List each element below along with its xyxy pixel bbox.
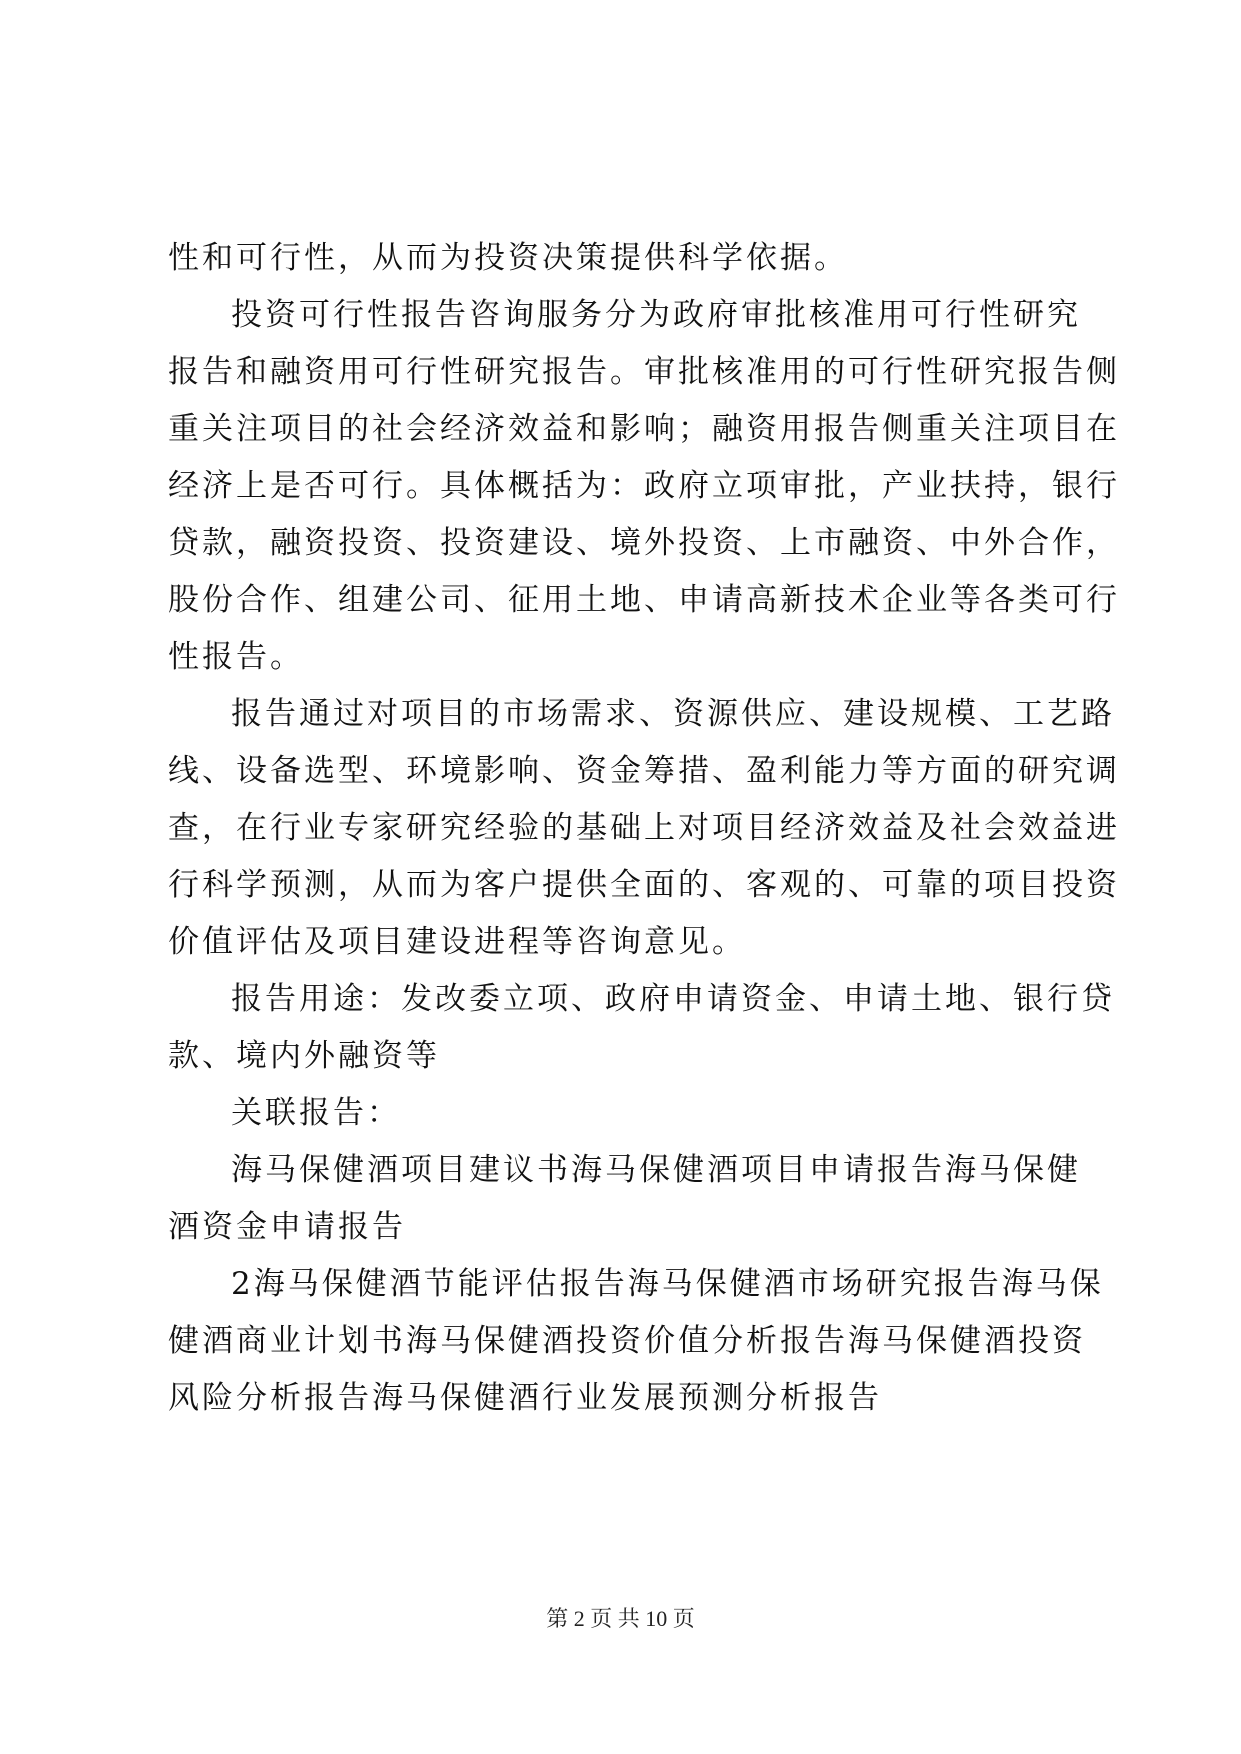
- paragraph-7-line-1: 2海马保健酒节能评估报告海马保健酒市场研究报告海马保: [231, 1266, 1104, 1302]
- paragraph-6-line-1: 海马保健酒项目建议书海马保健酒项目申请报告海马保健: [231, 1152, 1081, 1188]
- paragraph-4-line-2: 款、境内外融资等: [168, 1038, 440, 1074]
- paragraph-2-line-7: 性报告。: [168, 639, 304, 675]
- paragraph-3-line-3: 查，在行业专家研究经验的基础上对项目经济效益及社会效益进: [168, 810, 1120, 846]
- paragraph-4-line-1: 报告用途：发改委立项、政府申请资金、申请土地、银行贷: [231, 981, 1115, 1017]
- paragraph-2-line-6: 股份合作、组建公司、征用土地、申请高新技术企业等各类可行: [168, 582, 1120, 618]
- paragraph-3-line-1: 报告通过对项目的市场需求、资源供应、建设规模、工艺路: [231, 696, 1115, 732]
- paragraph-7-line-3: 风险分析报告海马保健酒行业发展预测分析报告: [168, 1380, 882, 1416]
- paragraph-7-line-2: 健酒商业计划书海马保健酒投资价值分析报告海马保健酒投资: [168, 1323, 1086, 1359]
- paragraph-1-line-1: 性和可行性，从而为投资决策提供科学依据。: [168, 240, 848, 276]
- paragraph-2-line-2: 报告和融资用可行性研究报告。审批核准用的可行性研究报告侧: [168, 354, 1120, 390]
- paragraph-3-line-5: 价值评估及项目建设进程等咨询意见。: [168, 924, 746, 960]
- paragraph-2-line-5: 贷款，融资投资、投资建设、境外投资、上市融资、中外合作，: [168, 525, 1120, 561]
- paragraph-2-line-3: 重关注项目的社会经济效益和影响；融资用报告侧重关注项目在: [168, 411, 1120, 447]
- paragraph-2-line-1: 投资可行性报告咨询服务分为政府审批核准用可行性研究: [231, 297, 1081, 333]
- page-number-footer: 第 2 页 共 10 页: [546, 1606, 695, 1631]
- paragraph-6-line-2: 酒资金申请报告: [168, 1209, 406, 1245]
- paragraph-3-line-2: 线、设备选型、环境影响、资金筹措、盈利能力等方面的研究调: [168, 753, 1120, 789]
- paragraph-2-line-4: 经济上是否可行。具体概括为：政府立项审批，产业扶持，银行: [168, 468, 1120, 504]
- paragraph-5-line-1: 关联报告：: [231, 1095, 401, 1131]
- paragraph-3-line-4: 行科学预测，从而为客户提供全面的、客观的、可靠的项目投资: [168, 867, 1120, 903]
